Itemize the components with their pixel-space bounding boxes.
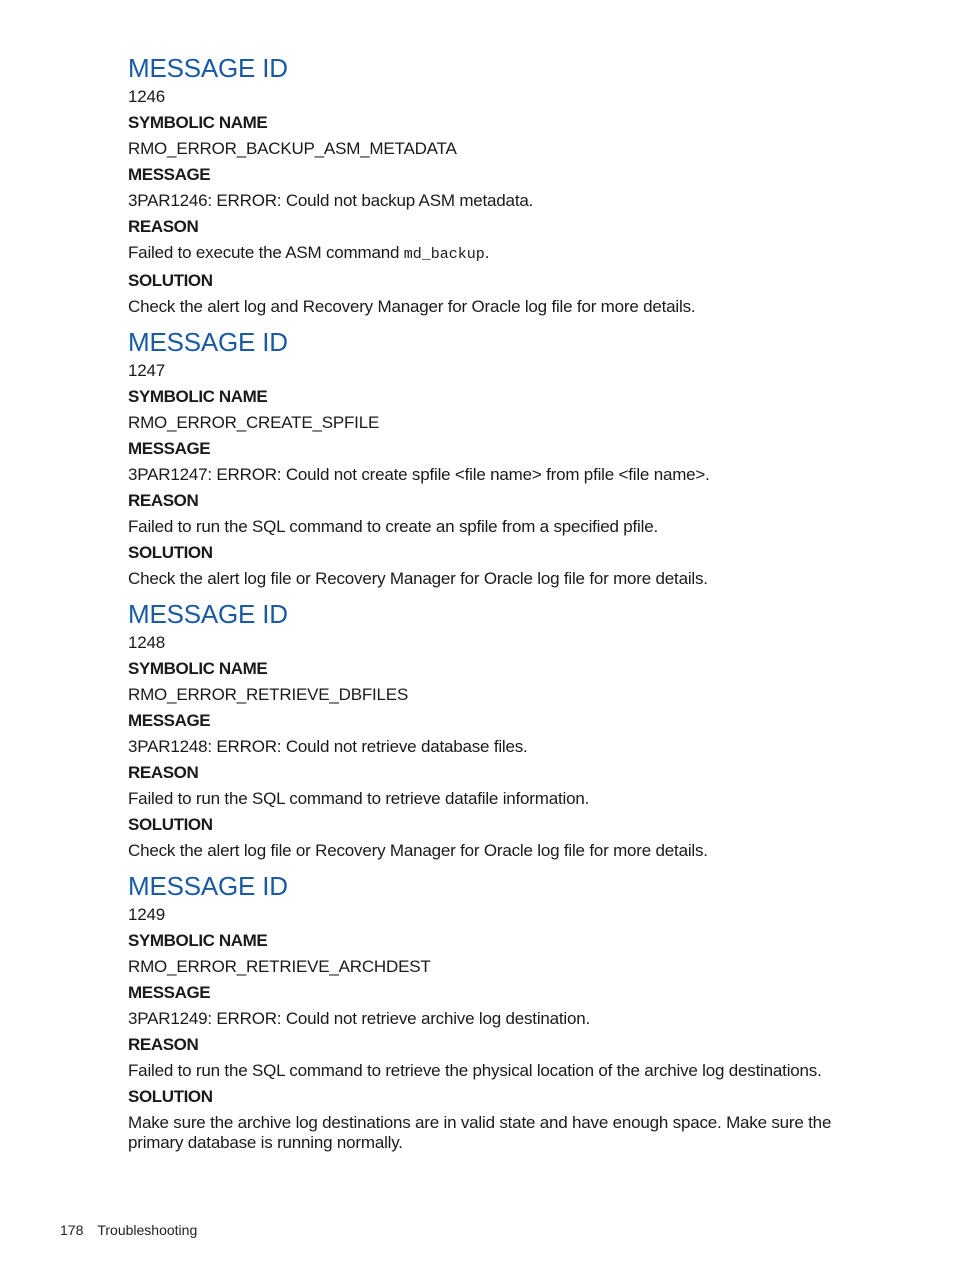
footer-section-title: Troubleshooting: [97, 1222, 198, 1238]
solution-label: SOLUTION: [128, 543, 213, 562]
solution-value: Check the alert log file or Recovery Manager for Oracle log file for more details.: [128, 569, 708, 588]
reason-label: REASON: [128, 491, 199, 510]
message-id-value: 1249: [128, 905, 166, 924]
message-entry-1248: [128, 598, 888, 864]
message-id-heading: MESSAGE ID: [128, 53, 288, 83]
message-value: 3PAR1247: ERROR: Could not create spfile <file name> from pfile <file name>.: [128, 465, 710, 484]
message-id-heading: MESSAGE ID: [128, 599, 288, 629]
message-value: 3PAR1249: ERROR: Could not retrieve archive log destination.: [128, 1009, 591, 1028]
symbolic-name-value: RMO_ERROR_RETRIEVE_DBFILES: [128, 685, 409, 704]
message-label: MESSAGE: [128, 711, 211, 730]
reason-label: REASON: [128, 763, 199, 782]
page-number: 178: [60, 1222, 84, 1238]
solution-label: SOLUTION: [128, 1087, 213, 1106]
solution-value: Make sure the archive log destinations are in valid state and have enough space. Make sure the primary database is running normally.: [128, 1113, 832, 1152]
message-label: MESSAGE: [128, 439, 211, 458]
message-id-value: 1247: [128, 361, 166, 380]
message-entry-1247: [128, 326, 888, 592]
page-footer: [60, 1222, 197, 1238]
symbolic-name-label: SYMBOLIC NAME: [128, 387, 268, 406]
message-label: MESSAGE: [128, 983, 211, 1002]
message-value: 3PAR1246: ERROR: Could not backup ASM metadata.: [128, 191, 534, 210]
reason-value: Failed to run the SQL command to retrieve the physical location of the archive log destinations.: [128, 1061, 822, 1080]
reason-command-code: md_backup: [403, 246, 485, 263]
reason-label: REASON: [128, 1035, 199, 1054]
message-id-value: 1248: [128, 633, 166, 652]
message-id-heading: MESSAGE ID: [128, 871, 288, 901]
symbolic-name-value: RMO_ERROR_RETRIEVE_ARCHDEST: [128, 957, 431, 976]
message-id-value: 1246: [128, 87, 166, 106]
symbolic-name-value: RMO_ERROR_BACKUP_ASM_METADATA: [128, 139, 457, 158]
reason-label: REASON: [128, 217, 199, 236]
reason-suffix: .: [484, 243, 490, 262]
symbolic-name-value: RMO_ERROR_CREATE_SPFILE: [128, 413, 380, 432]
reason-value: Failed to run the SQL command to create an spfile from a specified pfile.: [128, 517, 658, 536]
symbolic-name-label: SYMBOLIC NAME: [128, 659, 268, 678]
symbolic-name-label: SYMBOLIC NAME: [128, 113, 268, 132]
message-value: 3PAR1248: ERROR: Could not retrieve database files.: [128, 737, 528, 756]
solution-value: Check the alert log file or Recovery Manager for Oracle log file for more details.: [128, 841, 708, 860]
solution-label: SOLUTION: [128, 815, 213, 834]
message-id-heading: MESSAGE ID: [128, 327, 288, 357]
symbolic-name-label: SYMBOLIC NAME: [128, 931, 268, 950]
message-entry-1246: [128, 52, 888, 320]
message-label: MESSAGE: [128, 165, 211, 184]
solution-label: SOLUTION: [128, 271, 213, 290]
reason-text: Failed to execute the ASM command: [128, 243, 404, 262]
reason-value: [128, 240, 888, 268]
message-entry-1249: [128, 870, 888, 1153]
document-page: [128, 52, 888, 1159]
reason-value: Failed to run the SQL command to retrieve datafile information.: [128, 789, 590, 808]
solution-value: Check the alert log and Recovery Manager for Oracle log file for more details.: [128, 297, 696, 316]
